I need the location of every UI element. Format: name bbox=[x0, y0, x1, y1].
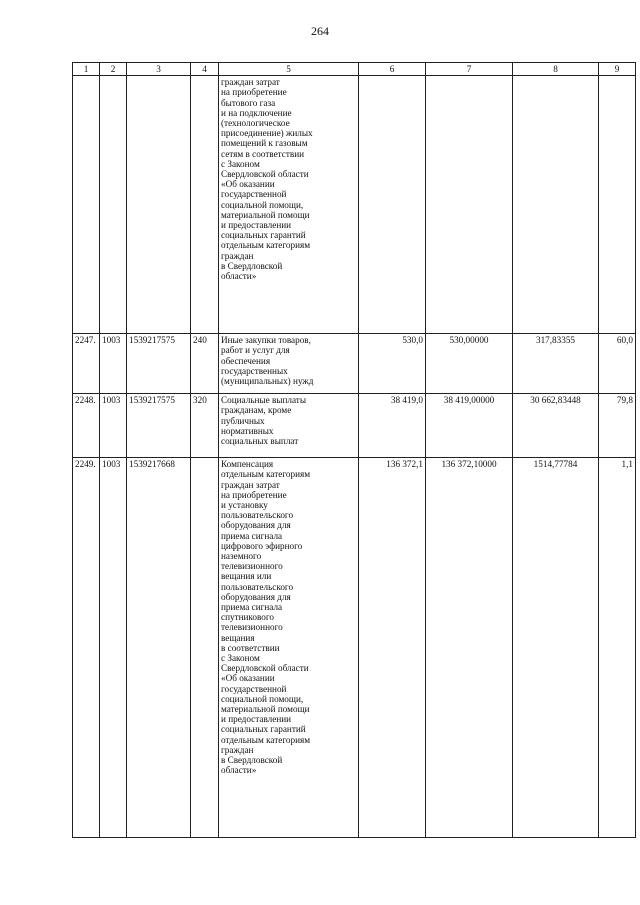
target-article-code: 1539217575 bbox=[127, 334, 191, 394]
description: Компенсация отдельным категориям граждан затрат на приобретение и установку пользовательского оборудования для приема сигнала цифрового эфирного наземного телевизионного вещания или пользовательского оборудования для приема сигнала спутникового телевизионного вещания в соответствии с Законом Свердловской области «Об оказании государственной социальной помощи, материальной помощи и предоставлении социальных гарантий отдельным категориям граждан в Свердловской области» bbox=[219, 458, 359, 838]
value-col8: 30 662,83448 bbox=[513, 394, 599, 458]
value-col8: 1514,77784 bbox=[513, 458, 599, 838]
col-header-6: 6 bbox=[359, 63, 426, 76]
expense-type-code: 320 bbox=[191, 394, 219, 458]
col-header-7: 7 bbox=[426, 63, 513, 76]
expense-type-code: 240 bbox=[191, 334, 219, 394]
row-number: 2248. bbox=[73, 394, 100, 458]
value-col7 bbox=[426, 76, 513, 334]
target-article-code: 1539217575 bbox=[127, 394, 191, 458]
expense-type-code bbox=[191, 76, 219, 334]
row-number: 2249. bbox=[73, 458, 100, 838]
page-number: 264 bbox=[311, 24, 329, 38]
value-col7: 530,00000 bbox=[426, 334, 513, 394]
table-row bbox=[73, 458, 636, 838]
section-code: 1003 bbox=[100, 458, 127, 838]
section-code bbox=[100, 76, 127, 334]
expense-type-code bbox=[191, 458, 219, 838]
section-code: 1003 bbox=[100, 334, 127, 394]
description: граждан затрат на приобретение бытового газа и на подключение (технологическое присоединение) жилых помещений к газовым сетям в соответствии с Законом Свердловской области «Об оказании государственной социальной помощи, материальной помощи и предоставлении социальных гарантий отдельным категориям граждан в Свердловской области» bbox=[219, 76, 359, 334]
target-article-code: 1539217668 bbox=[127, 458, 191, 838]
col-header-3: 3 bbox=[127, 63, 191, 76]
col-header-2: 2 bbox=[100, 63, 127, 76]
description: Иные закупки товаров, работ и услуг для обеспечения государственных (муниципальных) нужд bbox=[219, 334, 359, 394]
description: Социальные выплаты гражданам, кроме публичных нормативных социальных выплат bbox=[219, 394, 359, 458]
value-col6: 136 372,1 bbox=[359, 458, 426, 838]
table-row bbox=[73, 76, 636, 334]
col-header-9: 9 bbox=[599, 63, 636, 76]
col-header-1: 1 bbox=[73, 63, 100, 76]
section-code: 1003 bbox=[100, 394, 127, 458]
value-col6: 530,0 bbox=[359, 334, 426, 394]
header-row bbox=[73, 63, 636, 76]
value-col6: 38 419,0 bbox=[359, 394, 426, 458]
value-col9: 79,8 bbox=[599, 394, 636, 458]
col-header-5: 5 bbox=[219, 63, 359, 76]
row-number bbox=[73, 76, 100, 334]
value-col8: 317,83355 bbox=[513, 334, 599, 394]
table-row bbox=[73, 334, 636, 394]
row-number: 2247. bbox=[73, 334, 100, 394]
budget-table bbox=[72, 62, 636, 838]
value-col8 bbox=[513, 76, 599, 334]
value-col9 bbox=[599, 76, 636, 334]
value-col7: 38 419,00000 bbox=[426, 394, 513, 458]
target-article-code bbox=[127, 76, 191, 334]
value-col7: 136 372,10000 bbox=[426, 458, 513, 838]
value-col6 bbox=[359, 76, 426, 334]
value-col9: 60,0 bbox=[599, 334, 636, 394]
col-header-8: 8 bbox=[513, 63, 599, 76]
table-row bbox=[73, 394, 636, 458]
value-col9: 1,1 bbox=[599, 458, 636, 838]
col-header-4: 4 bbox=[191, 63, 219, 76]
